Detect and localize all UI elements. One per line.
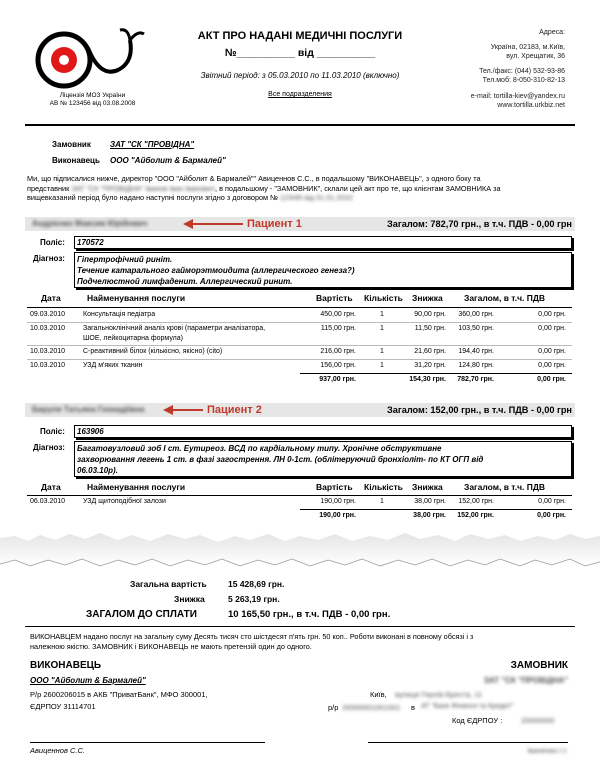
row-qty: 1	[380, 325, 384, 332]
row-service: Консультація педіатра	[83, 311, 156, 318]
customer-account-label: р/р	[328, 703, 339, 712]
patient-1-diagnosis-line-3: Подчелюстной лимфаденит. Аллергический ринит.	[77, 277, 293, 286]
customer-sign-name-hidden: ЗАТ "СК "ПРОВІДНА"	[483, 676, 568, 685]
patient-1-policy: 170572	[77, 238, 104, 247]
grand-due-label: ЗАГАЛОМ ДО СПЛАТИ	[86, 609, 197, 620]
contacts	[440, 28, 565, 110]
totals-2-line	[300, 509, 572, 510]
patient-1-diagnosis-line-1: Гіпертрофічний риніт.	[77, 255, 173, 264]
doc-title: АКТ ПРО НАДАНІ МЕДИЧНІ ПОСЛУГИ	[197, 30, 403, 42]
customer-bank-prefix: в	[411, 703, 415, 712]
row-service: Загальноклінічний аналіз крові (параметри аналізатора,	[83, 325, 266, 332]
patient-2-diagnosis	[77, 443, 483, 476]
row-total: 152,00 грн.	[458, 498, 494, 505]
executor-sign-name: ООО "Айболит & Бармалей"	[30, 676, 146, 685]
patient-2-policy: 163906	[77, 427, 104, 436]
col-discount: Знижка	[412, 293, 443, 303]
row-date: 10.03.2010	[30, 348, 66, 355]
closing-paragraph	[30, 632, 575, 652]
table-row	[0, 311, 600, 321]
row-qty: 1	[380, 362, 384, 369]
row-price: 190,00 грн.	[320, 498, 356, 505]
patient-1-arrow-icon	[183, 218, 243, 230]
license-line-1: Ліцензія МОЗ України	[59, 92, 126, 99]
patient-1-table-header	[0, 293, 600, 303]
table-2-header-line	[27, 495, 572, 496]
customer-street-hidden: вулиця Героїв Бреста, 11	[395, 690, 483, 699]
website[interactable]: www.tortilla.urkbiz.net	[497, 102, 565, 109]
grand-cost-label: Загальна вартість	[130, 579, 207, 589]
table-1-header-line	[27, 307, 572, 308]
customer-code-hidden: 20000000	[521, 716, 555, 725]
row-date: 10.03.2010	[30, 325, 66, 332]
patient-2-diagnosis-line-3: 06.03.10р).	[77, 466, 118, 475]
col-date: Дата	[41, 482, 61, 492]
grand-cost-value: 15 428,69 грн.	[228, 579, 285, 589]
executor-name: ООО "Айболит & Бармалей"	[110, 156, 226, 165]
patient-2-name-hidden: Бируля Татьяна Геннадіївна	[32, 405, 145, 414]
patient-2-totals-row	[0, 512, 600, 522]
customer-account-hidden: 26500001001001	[342, 703, 401, 712]
table-row	[0, 498, 600, 508]
row-separator	[27, 359, 572, 360]
license-line-2: АВ № 123456 від 03.08.2008	[49, 100, 136, 107]
customer-label: Замовник	[52, 140, 91, 149]
closing-divider	[25, 626, 575, 627]
row-date: 10.03.2010	[30, 362, 66, 369]
intro-line-2-a: представник	[27, 183, 70, 193]
executor-signature-line	[30, 742, 265, 743]
row-discount: 11,50 грн.	[414, 325, 446, 332]
stethoscope-logo-icon	[30, 18, 150, 98]
grand-discount-value: 5 263,19 грн.	[228, 594, 280, 604]
col-total: Загалом, в т.ч. ПДВ	[464, 482, 546, 492]
col-service: Найменування послуги	[87, 482, 186, 492]
patient-2-table-header	[0, 482, 600, 492]
row-service: УЗД щитоподібної залози	[83, 498, 166, 505]
email[interactable]: e-mail: tortilla-kiev@yandex.ru	[470, 93, 565, 100]
patient-1-diagnosis	[77, 254, 355, 287]
row-price: 156,00 грн.	[320, 362, 356, 369]
col-qty: Кількість	[364, 482, 403, 492]
executor-account: Р/р 2600206015 в АКБ "ПриватБанк", МФО 300001,	[30, 690, 208, 699]
totals-price: 937,00 грн.	[319, 376, 356, 383]
row-total: 194,40 грн.	[458, 348, 494, 355]
row-discount: 38,00 грн.	[414, 498, 446, 505]
row-vat: 0,00 грн.	[538, 325, 566, 332]
table-row	[0, 348, 600, 358]
address-label: Адреса:	[539, 29, 565, 36]
doc-number: №__________ від __________	[224, 47, 376, 59]
table-row	[0, 362, 600, 372]
col-discount: Знижка	[412, 482, 443, 492]
customer-signature-line	[368, 742, 568, 743]
row-discount: 21,60 грн.	[414, 348, 446, 355]
patient-2-policy-label: Поліс:	[40, 427, 65, 436]
patient-2-tag: Пациент 2	[207, 404, 262, 416]
patient-1-diagnosis-label: Діагноз:	[33, 254, 65, 263]
intro-contract-hidden: 123/45 від 01.01.2010	[279, 193, 353, 202]
patient-1-policy-box	[74, 236, 572, 249]
row-vat: 0,00 грн.	[538, 348, 566, 355]
intro-line-1: Ми, що підписалися нижче, директор "ООО "Айболит & Бармалей"" Авиценнов С.С., в подальшому "ВИКОНАВЕЦЬ", з одного боку та	[27, 174, 481, 183]
patient-1-name-hidden: Андрієнко Максим Юрійович	[32, 219, 148, 228]
grand-due-value: 10 165,50 грн., в т.ч. ПДВ - 0,00 грн.	[228, 609, 391, 620]
torn-edge	[0, 528, 600, 574]
row-price: 216,00 грн.	[320, 348, 356, 355]
col-total: Загалом, в т.ч. ПДВ	[464, 293, 546, 303]
totals-vat: 0,00 грн.	[537, 376, 566, 383]
intro-line-2-b: , в подальшому - "ЗАМОВНИК", склали цей акт про те, що клієнтам ЗАМОВНИКА за	[215, 183, 501, 193]
totals-total: 782,70 грн.	[457, 376, 494, 383]
phone-mobile: Тел.моб: 8-050-310-82-13	[482, 77, 565, 84]
customer-city: Київ,	[370, 690, 387, 699]
table-row	[0, 325, 600, 345]
row-total: 103,50 грн.	[458, 325, 494, 332]
totals-1-line	[300, 373, 572, 374]
intro-representative-hidden: ЗАТ "СК "ПРОВІДНА" Іванов Іван Іванович	[71, 183, 216, 193]
executor-title: ВИКОНАВЕЦЬ	[30, 660, 102, 671]
totals-price: 190,00 грн.	[319, 512, 356, 519]
row-qty: 1	[380, 498, 384, 505]
row-total: 360,00 грн.	[458, 311, 494, 318]
executor-code: ЄДРПОУ 31114701	[30, 702, 96, 711]
col-qty: Кількість	[364, 293, 403, 303]
closing-line-1: ВИКОНАВЦЕМ надано послуг на загальну суму Десять тисяч сто шістдесят п'ять грн. 50 коп.. Роботи виконані в повному обсязі і з	[30, 632, 474, 641]
row-date: 09.03.2010	[30, 311, 66, 318]
address-line-2: вул. Хрещатик, 36	[506, 53, 565, 60]
license-info	[40, 92, 145, 108]
customer-code-label: Код ЄДРПОУ :	[452, 716, 503, 725]
patient-1-totals-row	[0, 376, 600, 386]
patient-2-arrow-icon	[163, 404, 203, 416]
customer-signer-hidden: Іваненко І.І.	[527, 746, 568, 755]
totals-total: 152,00 грн.	[457, 512, 494, 519]
intro-paragraph	[27, 174, 577, 203]
totals-discount: 154,30 грн.	[409, 376, 446, 383]
row-price: 115,00 грн.	[320, 325, 356, 332]
col-service: Найменування послуги	[87, 293, 186, 303]
row-total: 124,80 грн.	[458, 362, 494, 369]
row-price: 450,00 грн.	[320, 311, 356, 318]
row-vat: 0,00 грн.	[538, 498, 566, 505]
patient-1-tag: Пациент 1	[247, 218, 302, 230]
header-divider	[25, 124, 575, 126]
row-vat: 0,00 грн.	[538, 362, 566, 369]
row-service: С-реактивний білок (кількісно, якісно) (cito)	[83, 348, 223, 355]
address-line-1: Україна, 02183, м.Київ,	[490, 44, 565, 51]
row-separator	[27, 345, 572, 346]
all-units-link[interactable]: Все подразделения	[268, 91, 332, 98]
report-period: Звітний період: з 05.03.2010 по 11.03.2010 (включно)	[200, 71, 400, 80]
row-qty: 1	[380, 348, 384, 355]
totals-vat: 0,00 грн.	[537, 512, 566, 519]
patient-2-diagnosis-label: Діагноз:	[33, 443, 65, 452]
row-date: 06.03.2010	[30, 498, 66, 505]
customer-title: ЗАМОВНИК	[510, 660, 568, 671]
row-separator	[27, 322, 572, 323]
patient-1-diagnosis-line-2: Течение катарального гайморэтмоидита (аллергического генеза?)	[77, 266, 355, 275]
closing-line-2: належною якістю. ЗАМОВНИК і ВИКОНАВЕЦЬ не мають претензій один до одного.	[30, 642, 312, 651]
col-price: Вартість	[316, 293, 353, 303]
col-date: Дата	[41, 293, 61, 303]
col-price: Вартість	[316, 482, 353, 492]
phone-fax: Тел./факс: (044) 532-93-86	[479, 68, 565, 75]
logo	[30, 18, 150, 98]
customer-name: ЗАТ "СК "ПРОВІДНА"	[110, 140, 195, 149]
patient-2-policy-box	[74, 425, 572, 438]
patient-2-diagnosis-box	[74, 441, 572, 477]
intro-line-3	[27, 193, 577, 203]
patient-1-summary: Загалом: 782,70 грн., в т.ч. ПДВ - 0,00 грн	[387, 219, 572, 229]
patient-2-diagnosis-line-2: захворювання легень 1 ст. в фазі загострення. ЛН 0-1ст. (облітеруючий бронхіоліт- по КТ ОГП від	[77, 455, 484, 464]
grand-discount-label: Знижка	[174, 594, 205, 604]
row-service-cont: ШОЕ, лейкоцитарна формула)	[83, 335, 183, 342]
row-service: УЗД м'яких тканин	[83, 362, 143, 369]
intro-line-3-text: вищевказаний період було надано наступні послуги згідно з договором №	[27, 193, 278, 202]
patient-1-diagnosis-box	[74, 252, 572, 288]
row-vat: 0,00 грн.	[538, 311, 566, 318]
intro-line-2	[27, 184, 577, 194]
row-discount: 31,20 грн.	[414, 362, 446, 369]
row-qty: 1	[380, 311, 384, 318]
customer-bank-hidden: АТ "Банк Фінанси та Кредит"	[421, 703, 514, 710]
patient-1-policy-label: Поліс:	[40, 238, 65, 247]
totals-discount: 38,00 грн.	[413, 512, 446, 519]
executor-label: Виконавець	[52, 156, 100, 165]
executor-signer: Авиценнов С.С.	[30, 746, 85, 755]
row-discount: 90,00 грн.	[414, 311, 446, 318]
patient-2-diagnosis-line-1: Багатовузловий зоб І ст. Еутиреоз. ВСД по кардіальному типу. Хронічне обструктивне	[77, 444, 442, 453]
patient-2-summary: Загалом: 152,00 грн., в т.ч. ПДВ - 0,00 грн	[387, 405, 572, 415]
